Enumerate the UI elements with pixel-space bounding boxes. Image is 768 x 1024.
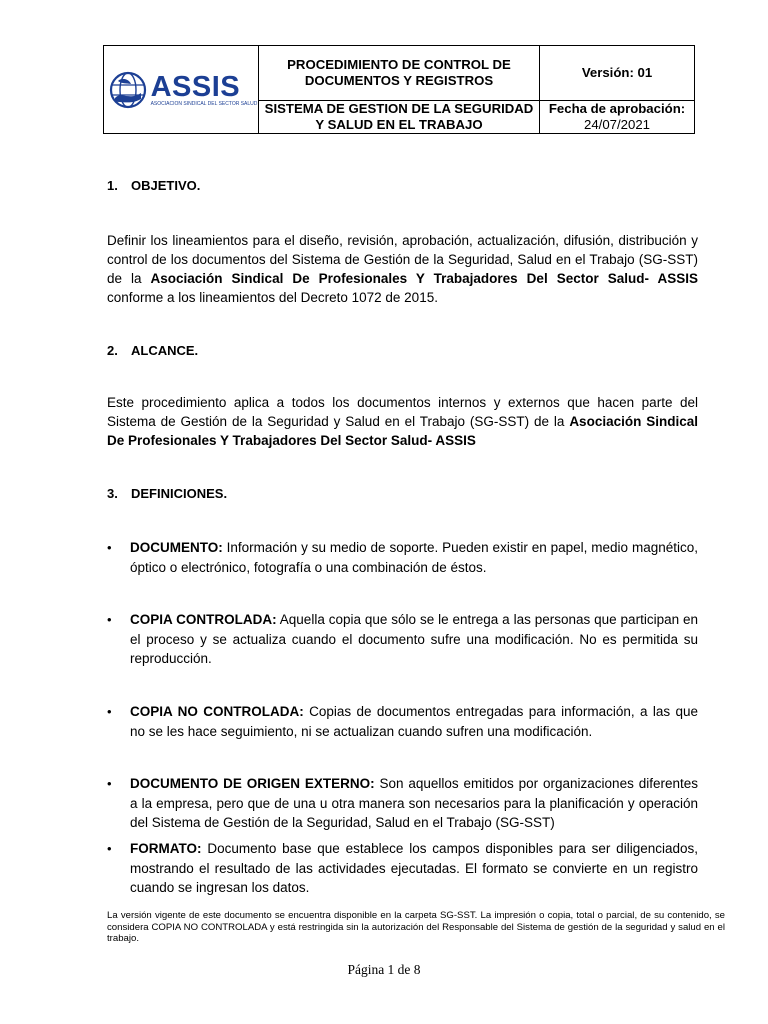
bullet-icon: • xyxy=(107,612,112,627)
section-title: ALCANCE. xyxy=(131,343,199,358)
section-heading-definiciones xyxy=(107,486,227,501)
section-title: OBJETIVO. xyxy=(131,178,201,193)
definition-term: DOCUMENTO: xyxy=(130,540,223,555)
bullet-icon: • xyxy=(107,540,112,555)
paragraph-text: Definir los lineamientos para el diseño, revisión, aprobación, actualización, difusión, distribución y control de los documentos del Sistema de Gestión de la Seguridad, Salud en el Trabajo (SG-SST) de la xyxy=(107,233,698,286)
bullet-icon: • xyxy=(107,841,112,856)
logo-wordmark: ASSIS xyxy=(150,70,241,103)
paragraph-text: Este procedimiento aplica a todos los documentos internos y externos que hacen parte del Sistema de Gestión de la Seguridad y Salud en el Trabajo (SG-SST) de la xyxy=(107,395,698,429)
approval-label: Fecha de aprobación: xyxy=(548,100,686,116)
definition-item xyxy=(107,538,698,577)
section-number: 2. xyxy=(107,343,118,358)
organization-name: Asociación Sindical De Profesionales Y Trabajadores Del Sector Salud- ASSIS xyxy=(107,414,698,448)
version-label: Versión: 01 xyxy=(540,46,695,101)
footer-disclaimer: La versión vigente de este documento se encuentra disponible en la carpeta SG-SST. La impresión o copia, total o parcial, de su contenido, se considera COPIA NO CONTROLADA y está restringida sin la autorización del Responsable del Sistema de gestión de la seguridad y salud en el trabajo. xyxy=(107,910,725,944)
bullet-icon: • xyxy=(107,776,112,791)
definition-term: FORMATO: xyxy=(130,841,202,856)
bullet-icon: • xyxy=(107,704,112,719)
definition-item xyxy=(107,774,698,833)
definition-text: Información y su medio de soporte. Pueden existir en papel, medio magnético, óptico o electrónico, fotografía o una combinación de éstos. xyxy=(130,540,698,575)
definition-text: Son aquellos emitidos por organizaciones diferentes a la empresa, pero que de una u otra manera son necesarios para la planificación y operación del Sistema de Gestión de la Seguridad, Salud en el Trabajo (SG-SST) xyxy=(130,776,698,830)
definition-term: DOCUMENTO DE ORIGEN EXTERNO: xyxy=(130,776,375,791)
definition-item xyxy=(107,610,698,669)
paragraph-text: conforme a los lineamientos del Decreto 1072 de 2015. xyxy=(107,290,438,305)
logo-cell xyxy=(104,46,259,134)
globe-hand-icon xyxy=(109,71,147,109)
objetivo-paragraph xyxy=(107,231,698,307)
definition-text: Documento base que establece los campos disponibles para ser diligenciados, mostrando el resultado de las actividades ejecutadas. El formato se convierte en un registro cuando se ingresan los datos. xyxy=(130,841,698,895)
logo-subtitle: ASOCIACION SINDICAL DEL SECTOR SALUD xyxy=(150,100,258,107)
system-name: SISTEMA DE GESTION DE LA SEGURIDAD Y SALUD EN EL TRABAJO xyxy=(259,100,540,133)
definition-text: Copias de documentos entregadas para información, a las que no se les hace seguimiento, ni se actualizan cuando sufren una modificación. xyxy=(130,704,699,739)
approval-cell xyxy=(540,100,695,133)
page-number: Página 1 de 8 xyxy=(347,962,421,977)
approval-date: 24/07/2021 xyxy=(583,116,650,132)
document-header xyxy=(103,45,695,134)
definition-item xyxy=(107,839,698,898)
section-number: 3. xyxy=(107,486,118,501)
definition-term: COPIA NO CONTROLADA: xyxy=(130,704,304,719)
assis-logo xyxy=(104,71,258,109)
section-number: 1. xyxy=(107,178,118,193)
organization-name: Asociación Sindical De Profesionales Y Trabajadores Del Sector Salud- ASSIS xyxy=(150,271,698,286)
definition-term: COPIA CONTROLADA: xyxy=(130,612,277,627)
section-heading-alcance xyxy=(107,343,198,358)
definition-text: Aquella copia que sólo se le entrega a las personas que participan en el proceso y se actualiza cuando el documento sufre una modificación. No es permitida su reproducción. xyxy=(130,612,698,666)
alcance-paragraph xyxy=(107,393,698,450)
definition-item xyxy=(107,702,698,741)
section-title: DEFINICIONES. xyxy=(131,486,228,501)
section-heading-objetivo xyxy=(107,178,200,193)
document-title: PROCEDIMIENTO DE CONTROL DE DOCUMENTOS Y REGISTROS xyxy=(259,46,540,101)
